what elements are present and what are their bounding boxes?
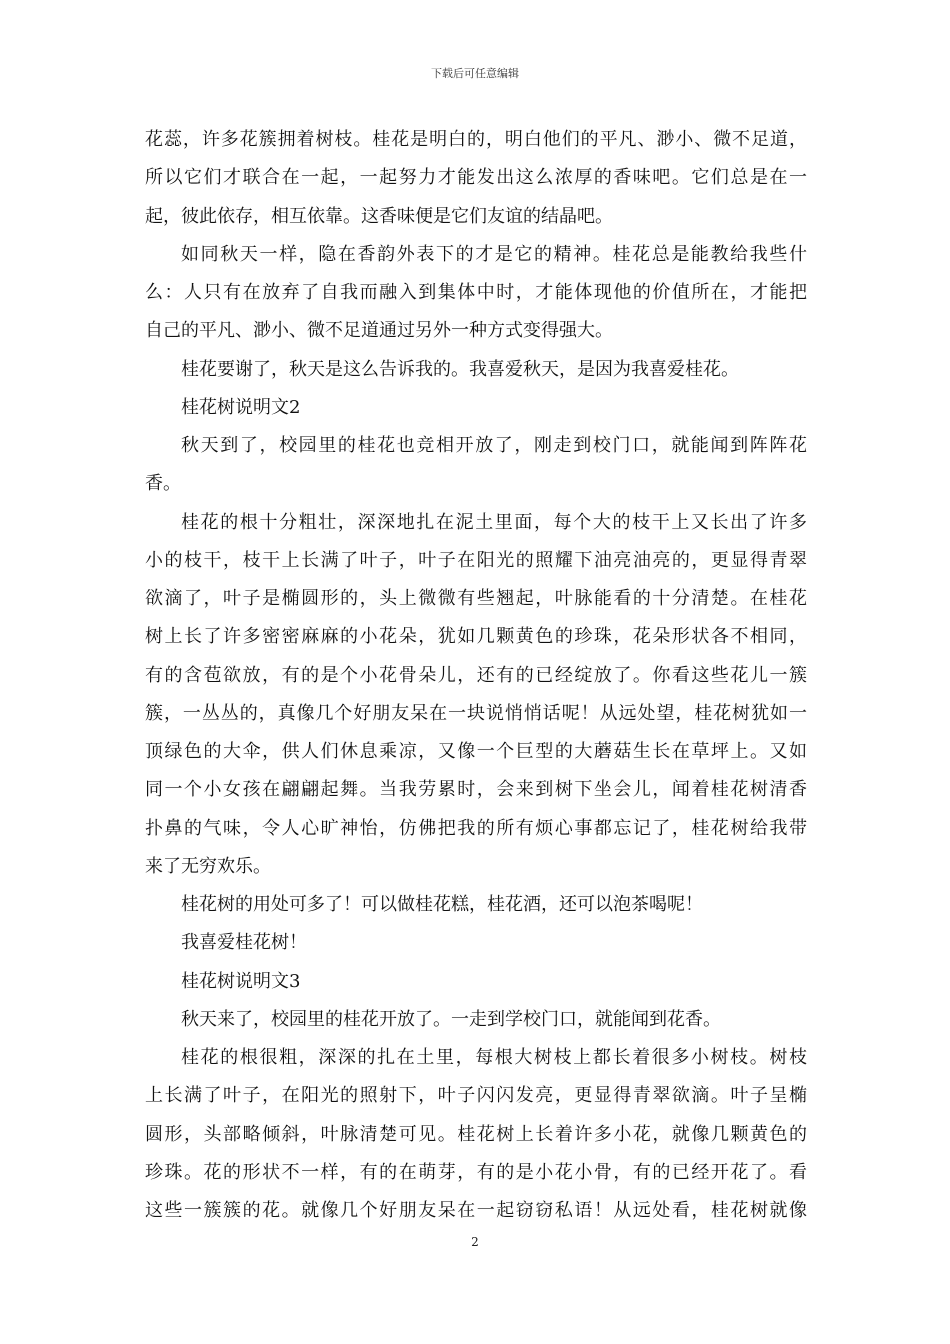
paragraph	[145, 1039, 807, 1230]
text-line: 簇，一丛丛的，真像几个好朋友呆在一块说悄悄话呢！从远处望，桂花树犹如一	[145, 702, 807, 724]
page-header: 下载后可任意编辑	[431, 67, 519, 80]
text-line: 香。	[145, 473, 181, 495]
paragraph	[145, 504, 807, 887]
text-line: 圆形，头部略倾斜，叶脉清楚可见。桂花树上长着许多小花，就像几颗黄色的	[145, 1123, 807, 1145]
text-line: 有的含苞欲放，有的是个小花骨朵儿，还有的已经绽放了。你看这些花儿一簇	[145, 664, 807, 686]
paragraph	[145, 236, 807, 351]
text-line: 桂花树说明文2	[181, 396, 301, 418]
paragraph	[145, 1001, 807, 1039]
text-line: 如同秋天一样，隐在香韵外表下的才是它的精神。桂花总是能教给我些什	[181, 243, 807, 265]
page-number: 2	[471, 1235, 479, 1249]
text-line: 秋天到了，校园里的桂花也竞相开放了，刚走到校门口，就能闻到阵阵花	[181, 435, 807, 456]
text-line: 起，彼此依存，相互依靠。这香味便是它们友谊的结晶吧。	[145, 205, 613, 227]
text-line: 树上长了许多密密麻麻的小花朵，犹如几颗黄色的珍珠，花朵形状各不相同，	[145, 626, 807, 648]
text-line: 这些一簇簇的花。就像几个好朋友呆在一起窃窃私语！从远处看，桂花树就像	[145, 1200, 807, 1221]
text-line: 桂花的根很粗，深深的扎在土里，每根大树枝上都长着很多小树枝。树枝	[181, 1047, 807, 1068]
text-line: 花蕊，许多花簇拥着树枝。桂花是明白的，明白他们的平凡、渺小、微不足道，	[145, 129, 807, 150]
text-line: 小的枝干，枝干上长满了叶子，叶子在阳光的照耀下油亮油亮的，更显得青翠	[145, 549, 807, 571]
document-body	[145, 121, 807, 1230]
paragraph	[145, 886, 807, 924]
text-line: 秋天来了，校园里的桂花开放了。一走到学校门口，就能闻到花香。	[181, 1008, 721, 1030]
text-line: 来了无穷欢乐。	[145, 855, 271, 877]
text-line: 扑鼻的气味，令人心旷神怡，仿佛把我的所有烦心事都忘记了，桂花树给我带	[145, 817, 807, 839]
text-line: 顶绿色的大伞，供人们休息乘凉，又像一个巨型的大蘑菇生长在草坪上。又如	[145, 741, 807, 762]
paragraph	[145, 121, 807, 236]
paragraph	[145, 427, 807, 504]
text-line: 自己的平凡、渺小、微不足道通过另外一种方式变得强大。	[145, 320, 613, 342]
text-line: 同一个小女孩在翩翩起舞。当我劳累时，会来到树下坐会儿，闻着桂花树清香	[145, 779, 807, 801]
text-line: 欲滴了，叶子是椭圆形的，头上微微有些翘起，叶脉能看的十分清楚。在桂花	[145, 588, 807, 609]
text-line: 桂花的根十分粗壮，深深地扎在泥土里面，每个大的枝干上又长出了许多	[181, 511, 807, 533]
text-line: 桂花树的用处可多了！可以做桂花糕，桂花酒，还可以泡茶喝呢！	[181, 894, 703, 915]
paragraph	[145, 389, 807, 427]
text-line: 么：人只有在放弃了自我而融入到集体中时，才能体现他的价值所在，才能把	[145, 282, 807, 303]
text-line: 桂花要谢了，秋天是这么告诉我的。我喜爱秋天，是因为我喜爱桂花。	[181, 358, 739, 380]
text-line: 我喜爱桂花树！	[181, 932, 307, 954]
paragraph	[145, 351, 807, 389]
paragraph	[145, 963, 807, 1001]
text-line: 珍珠。花的形状不一样，有的在萌芽，有的是小花小骨，有的已经开花了。看	[145, 1161, 807, 1183]
paragraph	[145, 924, 807, 962]
text-line: 上长满了叶子，在阳光的照射下，叶子闪闪发亮，更显得青翠欲滴。叶子呈椭	[145, 1085, 807, 1107]
text-line: 所以它们才联合在一起，一起努力才能发出这么浓厚的香味吧。它们总是在一	[145, 167, 807, 189]
text-line: 桂花树说明文3	[181, 970, 301, 992]
